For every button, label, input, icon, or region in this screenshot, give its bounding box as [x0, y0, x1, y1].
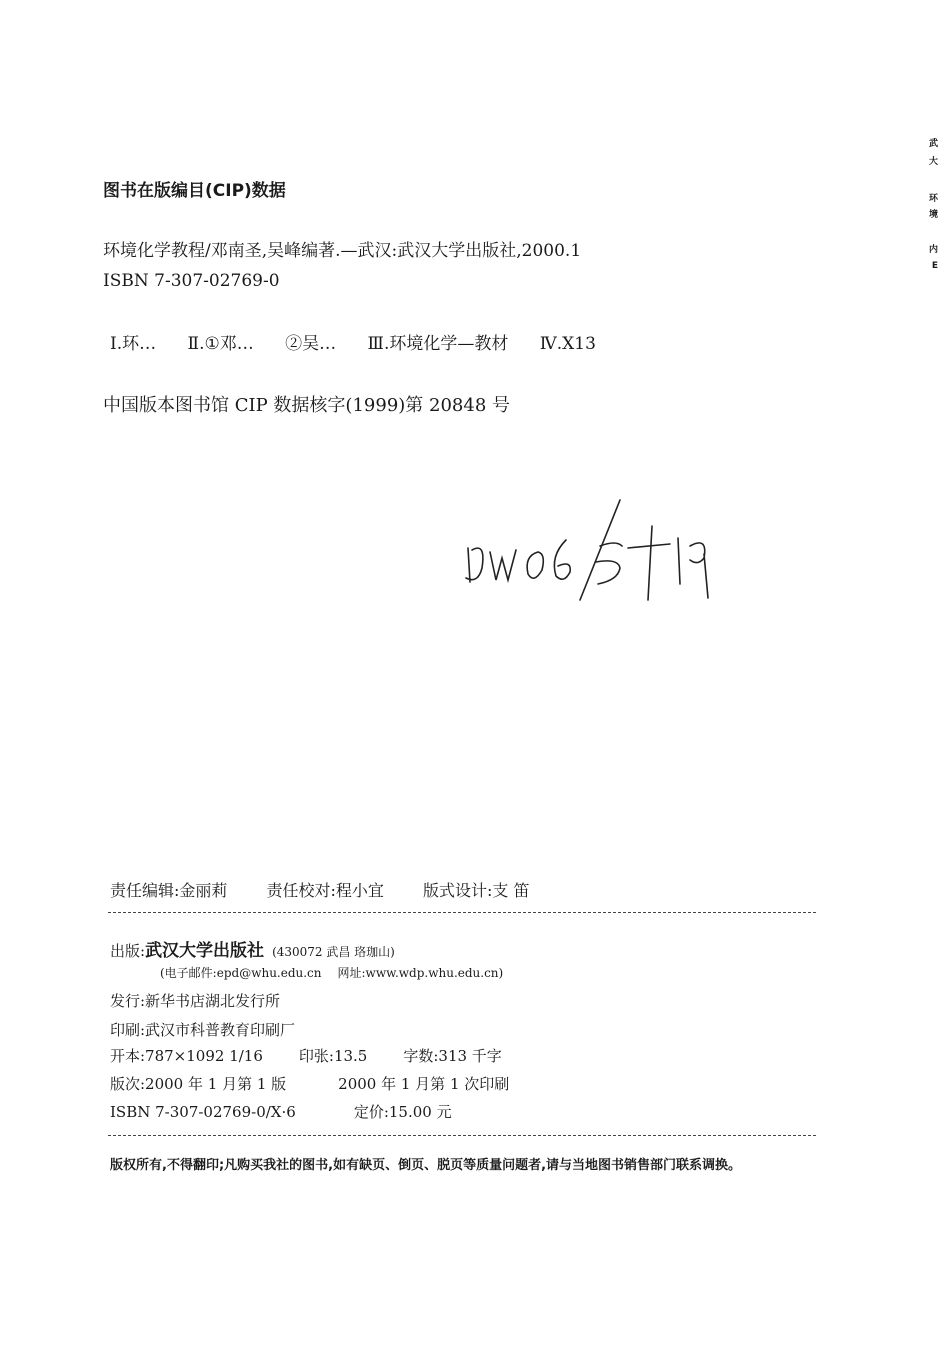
classification-item: ②吴…: [285, 334, 337, 354]
book-format: 开本:787×1092 1/16: [110, 1047, 263, 1065]
proofreader-credit: 责任校对:程小宜: [266, 881, 384, 900]
editor-credit: 责任编辑:金丽莉: [110, 881, 228, 900]
word-count: 字数:313 千字: [403, 1047, 502, 1065]
cip-bibliographic-line: 环境化学教程/邓南圣,吴峰编著.—武汉:武汉大学出版社,2000.1: [103, 241, 582, 261]
cip-title: 图书在版编目(CIP)数据: [103, 181, 286, 201]
handwritten-annotation: [460, 490, 720, 610]
format-row: [110, 1045, 502, 1066]
copyright-notice: 版权所有,不得翻印;凡购买我社的图书,如有缺页、倒页、脱页等质量问题者,请与当地图书销售部门联系调换。: [110, 1158, 742, 1173]
edge-fragment: 境: [928, 210, 938, 220]
contact-row: [160, 964, 519, 981]
price: 定价:15.00 元: [353, 1103, 452, 1121]
impression: 2000 年 1 月第 1 次印刷: [338, 1075, 510, 1093]
edge-fragment: E: [931, 261, 938, 271]
print-sheets: 印张:13.5: [298, 1047, 368, 1065]
printing-row: 印刷:武汉市科普教育印刷厂: [110, 1021, 296, 1039]
isbn-number: ISBN 7-307-02769-0/X·6: [110, 1103, 296, 1121]
edge-fragment: 内: [928, 245, 938, 255]
publisher-row: [110, 936, 395, 961]
publisher-label: 出版:: [110, 942, 146, 960]
cip-isbn-line: ISBN 7-307-02769-0: [103, 271, 280, 291]
divider: [108, 1135, 816, 1136]
staff-credits: [110, 878, 563, 901]
edge-fragment: 环: [928, 194, 938, 204]
cip-record-number: 中国版本图书馆 CIP 数据核字(1999)第 20848 号: [103, 395, 510, 416]
edition: 版次:2000 年 1 月第 1 版: [110, 1075, 287, 1093]
classification-item: Ⅰ.环…: [110, 334, 157, 354]
cip-classification: [110, 329, 622, 354]
publisher-address: (430072 武昌 珞珈山): [272, 945, 395, 959]
isbn-row: [110, 1101, 452, 1122]
edge-fragment: 大: [928, 157, 938, 167]
classification-item: Ⅳ.X13: [539, 334, 596, 354]
divider: [108, 912, 816, 913]
designer-credit: 版式设计:支 笛: [423, 881, 530, 900]
classification-item: Ⅱ.①邓…: [187, 334, 254, 354]
edge-fragment: 武: [928, 139, 938, 149]
publisher-email: (电子邮件:epd@whu.edu.cn: [160, 966, 322, 980]
publisher-name: 武汉大学出版社: [145, 941, 265, 961]
distribution-row: 发行:新华书店湖北发行所: [110, 992, 281, 1010]
publisher-website: 网址:www.wdp.whu.edu.cn): [337, 966, 504, 980]
edition-row: [110, 1073, 509, 1094]
classification-item: Ⅲ.环境化学—教材: [367, 334, 509, 354]
